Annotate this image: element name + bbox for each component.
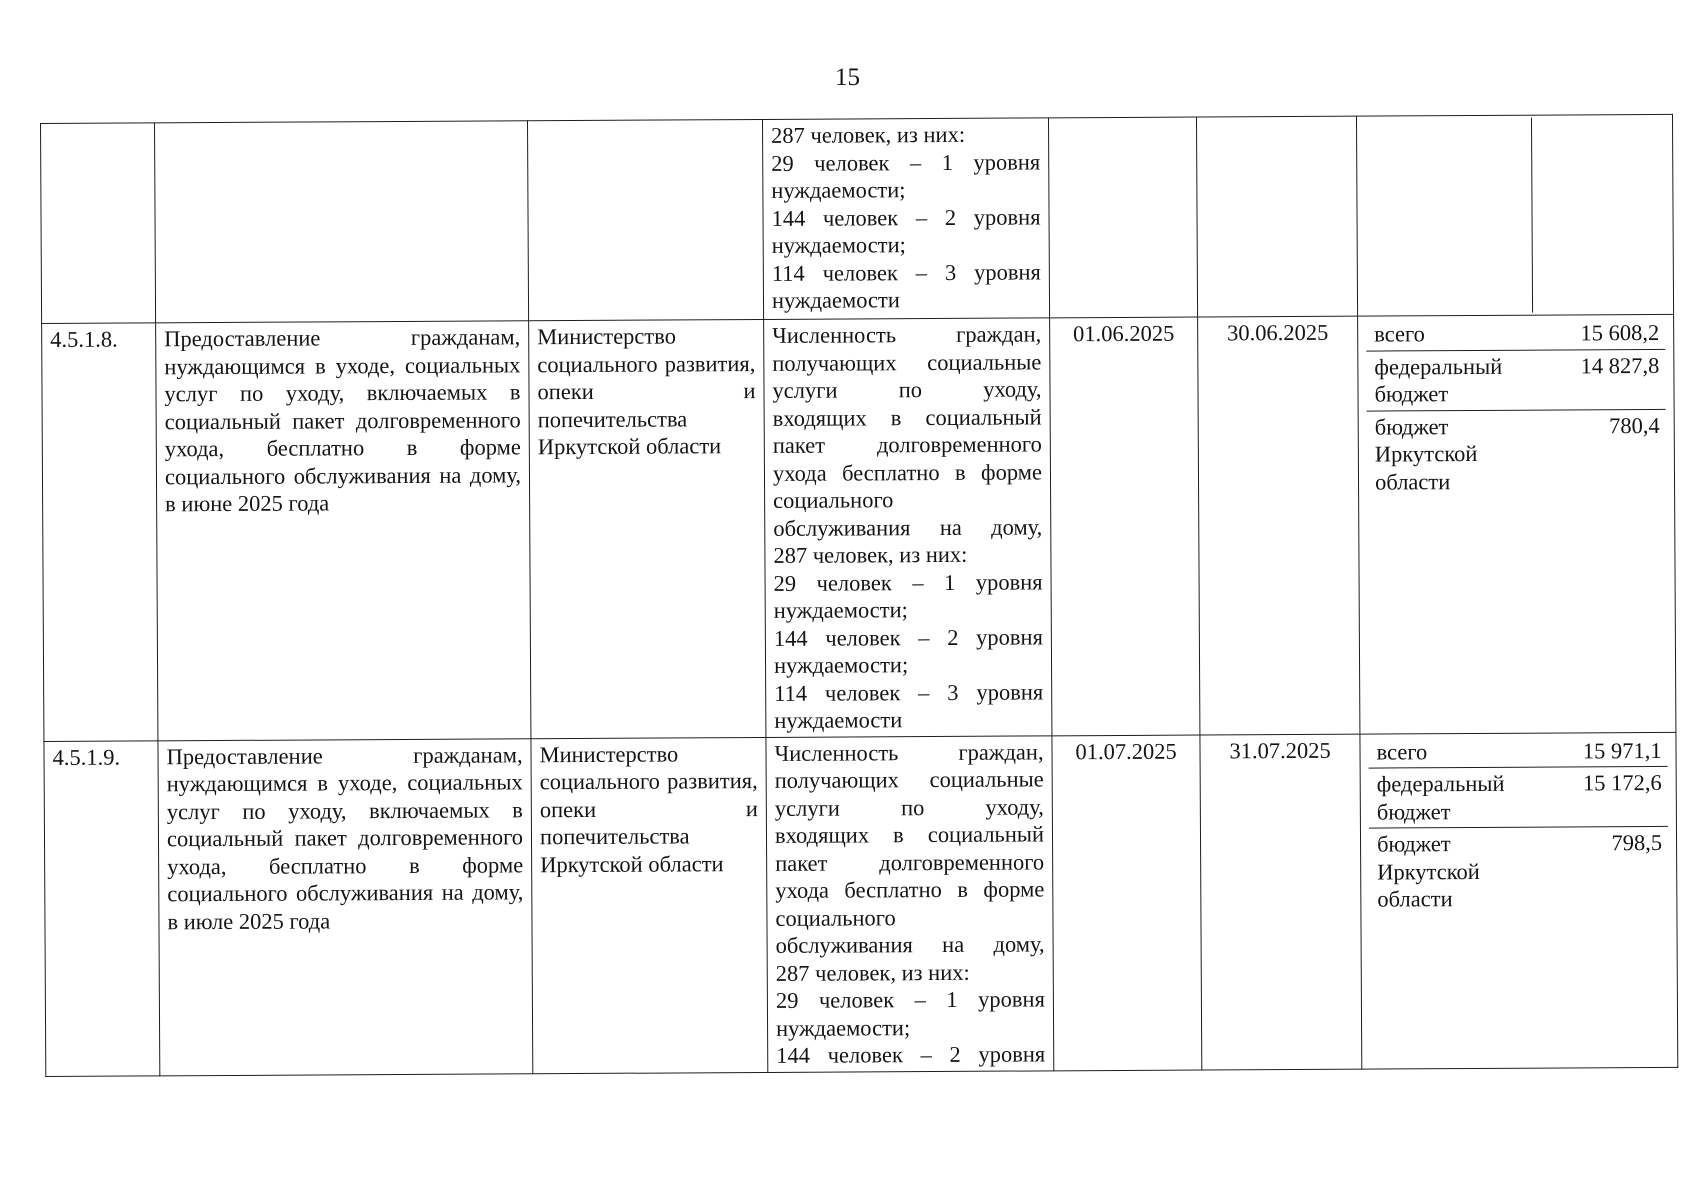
funding-amount: 780,4 xyxy=(1539,409,1668,714)
result-line: 29 человек – 1 уровня xyxy=(773,568,1043,596)
funding-row xyxy=(1367,409,1668,715)
funding-row xyxy=(1369,766,1668,828)
cell-start-date: 01.06.2025 xyxy=(1050,317,1200,735)
funding-row xyxy=(1368,734,1667,768)
cell-start-date-empty xyxy=(1048,117,1197,318)
result-line: нуждаемости xyxy=(774,707,903,733)
result-line: нуждаемости; xyxy=(773,597,908,623)
result-line: получающих социальные xyxy=(772,348,1042,376)
funding-row xyxy=(1369,826,1669,1046)
result-line: 287 человек, из них: xyxy=(773,541,968,568)
funding-source: федеральный бюджет xyxy=(1369,767,1541,828)
result-line: 114 человек – 3 уровня xyxy=(771,258,1041,286)
result-line: Численность граждан, xyxy=(774,738,1044,766)
result-line: нуждаемости; xyxy=(771,232,906,258)
funding-row xyxy=(1366,317,1665,351)
cell-result xyxy=(764,318,1052,737)
page-number: 15 xyxy=(835,64,860,91)
result-line: нуждаемости; xyxy=(771,177,906,203)
cell-description-empty xyxy=(155,121,529,323)
result-text xyxy=(771,120,1041,314)
result-line: входящих в социальный xyxy=(772,403,1042,431)
cell-executor: Министерство социального развития, опеки и попечительства Иркутской области xyxy=(531,737,768,1073)
result-line: 144 человек – 2 уровня xyxy=(776,1041,1046,1068)
funding-row xyxy=(1366,349,1665,411)
result-line: Численность граждан, xyxy=(772,321,1042,348)
funding-source: всего xyxy=(1374,321,1425,347)
result-line: ухода бесплатно в форме xyxy=(775,876,1045,903)
cell-end-date: 31.07.2025 xyxy=(1200,734,1362,1070)
result-line: 144 человек – 2 уровня xyxy=(771,203,1041,231)
result-line: нуждаемости; xyxy=(775,1014,911,1041)
result-line: ухода бесплатно в форме xyxy=(772,458,1043,486)
result-line: нуждаемости xyxy=(771,287,900,313)
funding-source: федеральный бюджет xyxy=(1366,350,1538,411)
result-line: 287 человек, из них: xyxy=(775,959,970,986)
result-line: услуги по уходу, xyxy=(772,376,1042,403)
result-line: пакет долговременного xyxy=(775,848,1045,876)
result-line: 29 человек – 1 уровня xyxy=(775,986,1045,1013)
cell-end-date-empty xyxy=(1196,116,1357,317)
cell-number-empty xyxy=(41,123,156,324)
funding-source: всего xyxy=(1376,738,1428,765)
funding-source: бюджет Иркутской области xyxy=(1369,827,1542,1046)
cell-end-date: 30.06.2025 xyxy=(1198,316,1360,734)
funding-source: бюджет Иркутской области xyxy=(1367,410,1541,715)
result-line: 114 человек – 3 уровня xyxy=(774,678,1044,706)
table-row xyxy=(44,732,1678,1076)
cell-funding xyxy=(1358,314,1676,733)
result-line: 144 человек – 2 уровня xyxy=(773,623,1043,651)
cell-description: Предоставление гражданам, нуждающимся в уходе, социальных услуг по уходу, включаемых в социальный пакет долговременного ухода, бесплатно в форме социального обслуживания на дому, в июне 2025 года xyxy=(156,321,531,741)
funding-amount: 15 971,1 xyxy=(1582,737,1662,763)
funding-amount: 798,5 xyxy=(1541,826,1669,1045)
result-line: получающих социальные xyxy=(774,766,1044,793)
cell-number: 4.5.1.8. xyxy=(42,323,158,741)
result-line: обслуживания на дому, xyxy=(775,931,1045,958)
result-text xyxy=(772,320,1043,734)
cell-number: 4.5.1.9. xyxy=(44,740,160,1076)
funding-amount: 15 608,2 xyxy=(1580,319,1660,346)
cell-executor-empty xyxy=(527,119,763,320)
activity-table xyxy=(40,114,1678,1077)
result-line: социального xyxy=(775,904,896,931)
funding-amount: 14 827,8 xyxy=(1538,349,1665,410)
cell-result xyxy=(766,735,1054,1072)
cell-funding-empty xyxy=(1356,114,1673,316)
cell-funding xyxy=(1360,732,1678,1069)
table-row xyxy=(42,314,1676,741)
result-line: входящих в социальный xyxy=(774,821,1045,848)
funding-amount: 15 172,6 xyxy=(1541,766,1668,827)
result-line: услуги по уходу, xyxy=(774,793,1044,821)
result-text xyxy=(774,738,1045,1069)
result-line: 287 человек, из них: xyxy=(771,121,966,148)
result-line: нуждаемости; xyxy=(773,652,909,678)
cell-start-date: 01.07.2025 xyxy=(1052,735,1202,1071)
result-line: пакет долговременного xyxy=(772,431,1042,458)
cell-result xyxy=(762,118,1049,320)
cell-description: Предоставление гражданам, нуждающимся в уходе, социальных услуг по уходу, включаемых в социальный пакет долговременного ухода, бесплатно в форме социального обслуживания на дому, в июле 2025 года xyxy=(158,738,533,1075)
result-line: обслуживания на дому, xyxy=(773,513,1043,541)
result-line: 29 человек – 1 уровня xyxy=(771,148,1041,176)
table-row-continuation xyxy=(41,114,1674,323)
result-line: социального xyxy=(773,487,894,513)
cell-executor: Министерство социального развития, опеки и попечительства Иркутской области xyxy=(529,319,766,738)
